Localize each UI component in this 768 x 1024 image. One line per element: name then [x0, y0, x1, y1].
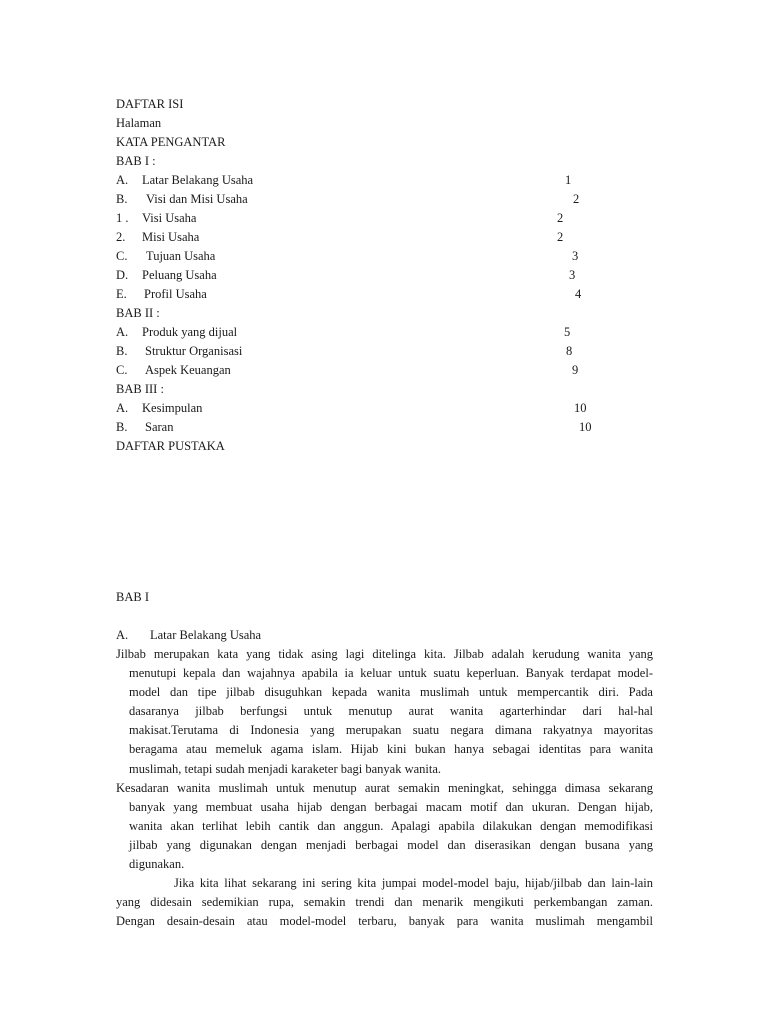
toc-item-label: Peluang Usaha	[142, 268, 217, 282]
toc-item-marker: E.	[116, 287, 127, 301]
toc-bab3-title: BAB III :	[116, 382, 164, 396]
toc-item	[116, 209, 656, 228]
text-line: wanita akan terlihat lebih cantik dan anggun. Apalagi apabila dilakukan dengan memodifikasi	[129, 818, 653, 833]
toc-item-marker: 2.	[116, 230, 126, 244]
section-heading	[116, 626, 653, 645]
toc-daftar-pustaka: DAFTAR PUSTAKA	[116, 439, 225, 453]
text-line: Jika kita lihat sekarang ini sering kita jumpai model-model baju, hijab/jilbab dan lain-lain	[174, 876, 653, 891]
toc-item-label: Produk yang dijual	[142, 325, 238, 339]
toc-item-page: 2	[557, 230, 564, 244]
toc-heading: DAFTAR ISI	[116, 97, 184, 111]
toc-item-label: Misi Usaha	[142, 230, 200, 244]
toc-item-marker: D.	[116, 268, 129, 282]
text-line: Kesadaran wanita muslimah untuk menutup aurat semakin meningkat, sehingga dimasa sekarang	[116, 780, 653, 795]
toc-item	[116, 247, 656, 266]
toc-item	[116, 266, 656, 285]
toc-item-marker: 1 .	[116, 211, 129, 225]
text-line: makisat.Terutama di Indonesia yang merupakan suatu negara dimana rakyatnya mayoritas	[129, 723, 653, 738]
text-line: dasaranya jilbab berfungsi untuk menutup aurat wanita agarterhindar dari hal-hal	[129, 704, 653, 719]
toc-item	[116, 228, 656, 247]
text-line: yang didesain sedemikian rupa, semakin trendi dan menarik mengikuti perkembangan zaman.	[116, 895, 653, 910]
paragraph-1	[116, 645, 653, 779]
toc-item-marker: B.	[116, 344, 128, 358]
text-line: muslimah, tetapi sudah menjadi karaketer bagi banyak wanita.	[129, 761, 442, 776]
toc-item-page: 10	[579, 420, 592, 434]
toc-item-marker: C.	[116, 249, 128, 263]
paragraph-3	[116, 874, 653, 931]
toc-item-label: Profil Usaha	[144, 287, 207, 301]
text-line: Dengan desain-desain atau model-model terbaru, banyak para wanita muslimah mengambil	[116, 914, 653, 929]
chapter-title: BAB I	[116, 590, 149, 604]
toc-bab2-title: BAB II :	[116, 306, 160, 320]
section-marker: A.	[116, 628, 129, 642]
toc-item-label: Visi Usaha	[142, 211, 197, 225]
text-line: model dan tipe jilbab disuguhkan kepada wanita muslimah untuk mempercantik diri. Pada	[129, 685, 653, 700]
toc-item-page: 2	[573, 192, 580, 206]
toc-item-label: Latar Belakang Usaha	[142, 173, 254, 187]
text-line: jilbab yang digunakan dengan menjadi berbagai model dan diserasikan dengan busana yang	[129, 837, 653, 852]
toc-item	[116, 361, 656, 380]
toc-item-page: 1	[565, 173, 572, 187]
toc-item-page: 9	[572, 363, 579, 377]
toc-bab1-title: BAB I :	[116, 154, 156, 168]
toc-item-marker: B.	[116, 192, 128, 206]
toc-item	[116, 190, 656, 209]
toc-halaman-label: Halaman	[116, 116, 162, 130]
text-line: beragama atau memeluk agama islam. Hijab kini bukan hanya sebagai identitas para wanita	[129, 742, 653, 757]
toc-item	[116, 399, 656, 418]
toc-item-marker: A.	[116, 401, 129, 415]
toc-item	[116, 285, 656, 304]
toc-item-marker: B.	[116, 420, 128, 434]
toc-item-page: 3	[569, 268, 576, 282]
toc-item	[116, 418, 656, 437]
section-title: Latar Belakang Usaha	[150, 628, 262, 642]
text-line: banyak yang membuat usaha hijab dengan berbagai macam motif dan ukuran. Dengan hijab,	[129, 799, 653, 814]
table-of-contents	[116, 95, 656, 456]
toc-item-marker: C.	[116, 363, 128, 377]
toc-item-label: Tujuan Usaha	[146, 249, 216, 263]
toc-item-marker: A.	[116, 325, 129, 339]
chapter-body	[116, 588, 653, 931]
toc-item-label: Aspek Keuangan	[145, 363, 231, 377]
toc-item-page: 2	[557, 211, 564, 225]
text-line: menutupi kepala dan wajahnya apabila ia keluar untuk suatu keperluan. Banyak terdapat model-	[129, 666, 653, 681]
toc-kata-pengantar: KATA PENGANTAR	[116, 135, 226, 149]
text-line: Jilbab merupakan kata yang tidak asing lagi ditelinga kita. Jilbab adalah kerudung wanita yang	[116, 647, 653, 661]
toc-item	[116, 323, 656, 342]
toc-item-marker: A.	[116, 173, 129, 187]
toc-item-label: Saran	[145, 420, 174, 434]
paragraph-2	[116, 779, 653, 874]
text-line: digunakan.	[129, 857, 185, 872]
toc-item-page: 10	[574, 401, 587, 415]
toc-item	[116, 171, 656, 190]
toc-item-label: Visi dan Misi Usaha	[146, 192, 248, 206]
toc-item-page: 5	[564, 325, 571, 339]
toc-item-label: Kesimpulan	[142, 401, 203, 415]
toc-item-page: 8	[566, 344, 573, 358]
toc-item-page: 3	[572, 249, 579, 263]
toc-item	[116, 342, 656, 361]
toc-item-label: Struktur Organisasi	[145, 344, 243, 358]
toc-item-page: 4	[575, 287, 582, 301]
